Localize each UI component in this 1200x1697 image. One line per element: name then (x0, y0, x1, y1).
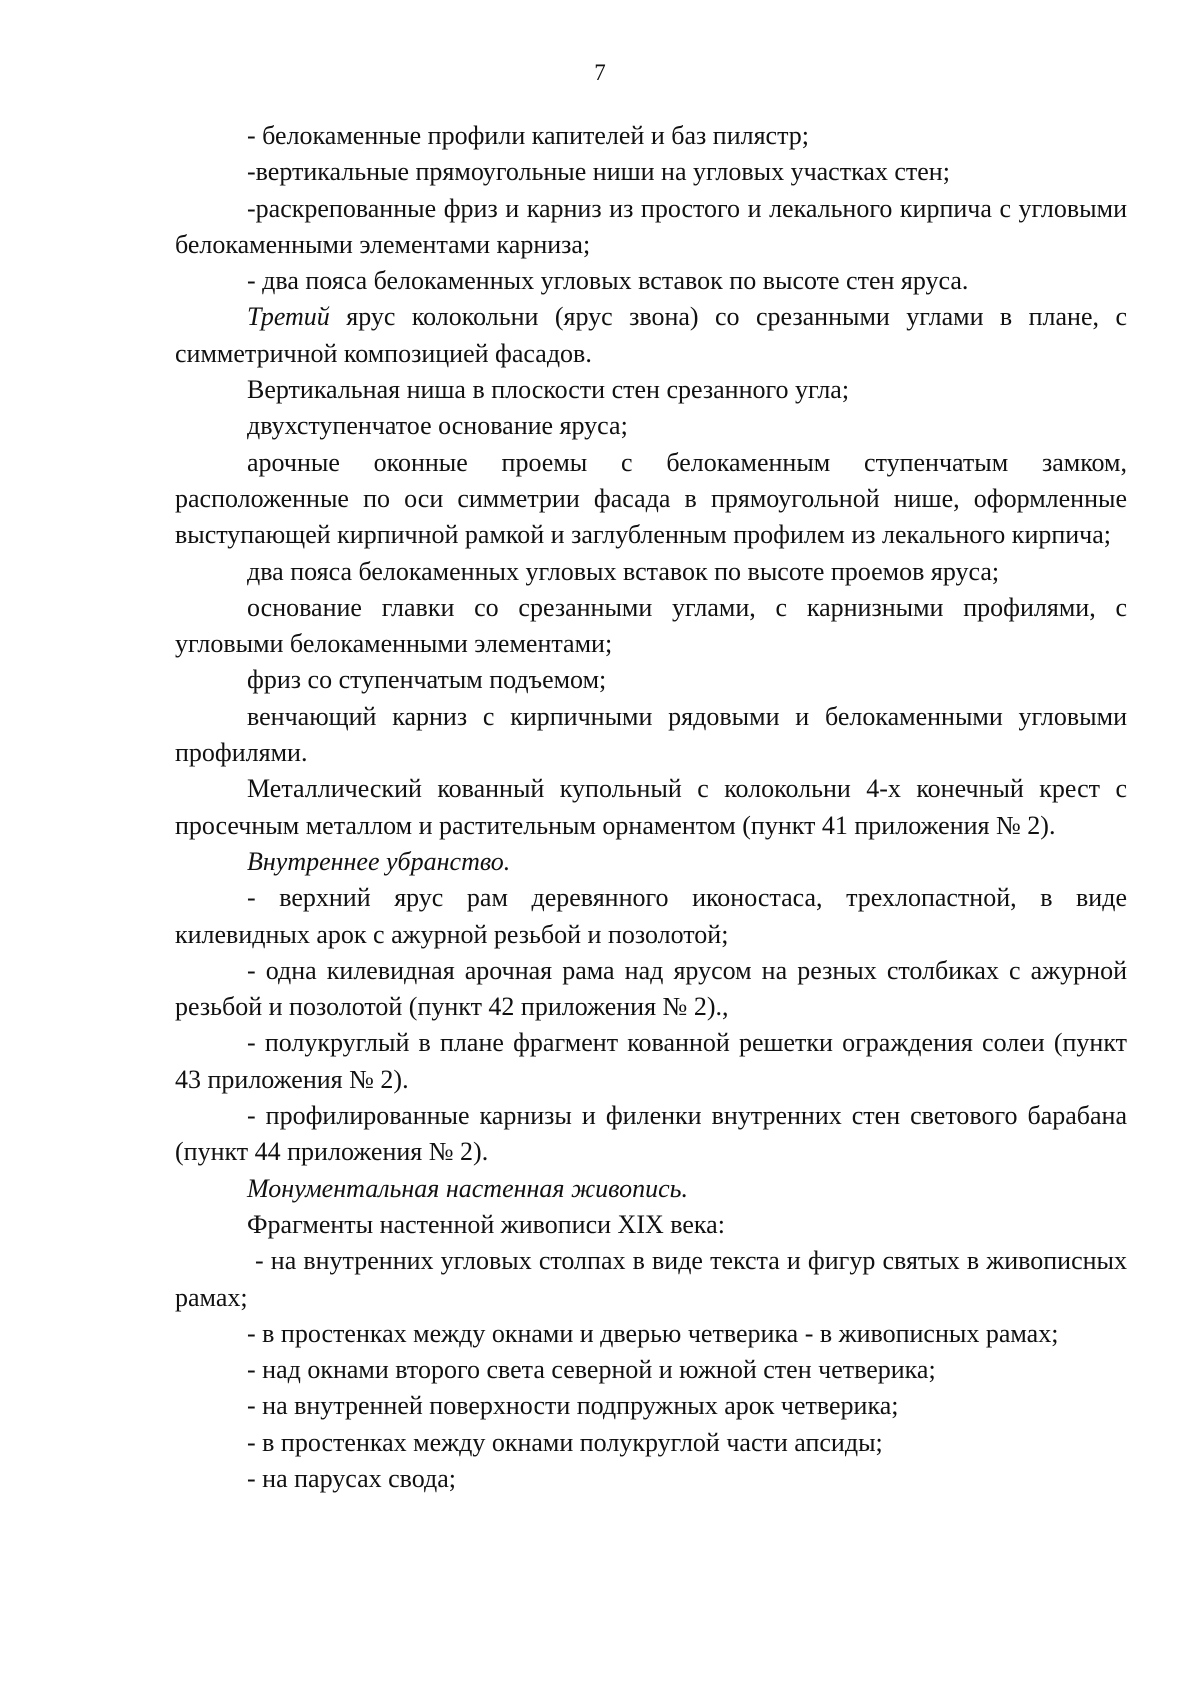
paragraph: -вертикальные прямоугольные ниши на угловых участках стен; (247, 157, 950, 187)
section-heading: Монументальная настенная живопись. (247, 1173, 688, 1203)
paragraph: Металлический кованный купольный с колокольни 4-х конечный крест с просечным металлом и растительным орнаментом (пункт 41 приложения № 2). (175, 774, 1127, 840)
paragraph: Вертикальная ниша в плоскости стен срезанного угла; (247, 375, 850, 405)
paragraph: - профилированные карнизы и филенки внутренних стен светового барабана (пункт 44 приложения № 2). (175, 1101, 1127, 1167)
paragraph: - в простенках между окнами и дверью четверика - в живописных рамах; (247, 1318, 1059, 1348)
paragraph: -раскрепованные фриз и карниз из простого и лекального кирпича с угловыми белокаменными элементами карниза; (175, 193, 1127, 259)
page-number: 7 (594, 60, 606, 85)
paragraph: арочные оконные проемы с белокаменным ступенчатым замком, расположенные по оси симметрии фасада в прямоугольной нише, оформленные выступающей кирпичной рамкой и заглубленным профилем из лекального кирпича; (175, 447, 1127, 550)
paragraph: - на внутренних угловых столпах в виде текста и фигур святых в живописных рамах; (175, 1246, 1127, 1312)
paragraph: Фрагменты настенной живописи XIX века: (247, 1209, 725, 1239)
italic-lead-word: Третий (247, 302, 330, 332)
paragraph (175, 299, 1127, 372)
paragraph: - над окнами второго света северной и южной стен четверика; (247, 1355, 936, 1385)
paragraph: венчающий карниз с кирпичными рядовыми и белокаменными угловыми профилями. (175, 701, 1127, 768)
paragraph: - два пояса белокаменных угловых вставок по высоте стен яруса. (247, 266, 969, 296)
paragraph: - верхний ярус рам деревянного иконостаса, трехлопастной, в виде килевидных арок с ажурной резьбой и позолотой; (175, 883, 1127, 949)
section-heading: Внутреннее убранство. (247, 846, 511, 876)
paragraph: - белокаменные профили капителей и баз пилястр; (247, 121, 809, 150)
paragraph-text: ярус колокольни (ярус звона) со срезанными углами в плане, с симметричной композицией фасадов. (175, 302, 1127, 368)
paragraph: основание главки со срезанными углами, с карнизными профилями, с угловыми белокаменными элементами; (175, 592, 1127, 659)
paragraph: - полукруглый в плане фрагмент кованной решетки ограждения солеи (пункт 43 приложения № 2). (175, 1028, 1127, 1094)
body-text (175, 118, 1127, 1497)
paragraph: - на парусах свода; (247, 1463, 457, 1493)
paragraph: - в простенках между окнами полукруглой части апсиды; (247, 1427, 883, 1457)
paragraph: фриз со ступенчатым подъемом; (247, 665, 607, 695)
paragraph: - одна килевидная арочная рама над ярусом на резных столбиках с ажурной резьбой и позолотой (пункт 42 приложения № 2)., (175, 955, 1127, 1022)
paragraph: два пояса белокаменных угловых вставок по высоте проемов яруса; (247, 556, 1000, 586)
paragraph: - на внутренней поверхности подпружных арок четверика; (247, 1391, 899, 1421)
paragraph: двухступенчатое основание яруса; (247, 411, 628, 441)
